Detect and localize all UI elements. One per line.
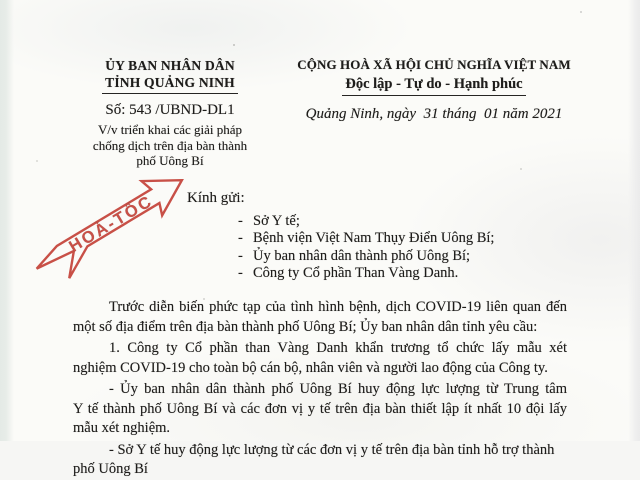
national-header-block [288,57,580,123]
hoa-toc-stamp-icon [24,162,194,286]
paper-speck [233,44,235,46]
bullet-dash: - [238,247,243,264]
bullet-dash: - [238,265,243,282]
national-title: CỘNG HOÀ XÃ HỘI CHỦ NGHĨA VIỆT NAM [297,57,571,72]
document-body [73,298,567,477]
paper-speck [580,11,582,13]
recipient-list [238,213,494,283]
recipient-text: Sở Y tế; [253,213,300,229]
body-paragraph: - Ủy ban nhân dân thành phố Uông Bí huy động lực lượng từ Trung tâm Y tế thành phố Uông Bí và các đơn vị y tế trên địa bàn thiết lập ít nhất 10 đội lấy mẫu xét nghiệm. [73,381,567,436]
body-paragraph: 1. Công ty Cổ phần than Vàng Danh khẩn trương tổ chức lấy mẫu xét nghiệm COVID-19 cho toàn bộ cán bộ, nhân viên và người lao động của Công ty. [73,340,567,376]
recipient-text: Bệnh viện Việt Nam Thụy Điển Uông Bí; [253,230,495,247]
issuing-org-block [80,57,260,169]
recipient-item [238,265,494,282]
recipient-text: Ủy ban nhân dân thành phố Uông Bí; [253,247,471,264]
place-dateline: Quảng Ninh, ngày 31 tháng 01 năm 2021 [305,106,563,122]
recipient-item [238,213,494,230]
clipped-line: - Sở Y tế huy động lực lượng từ các đơn vị y tế trên địa bàn tỉnh hỗ trợ thành phố Uông Bí [73,441,555,477]
recipient-item [238,230,494,247]
document-subject: V/v triển khai các giải pháp chống dịch trên địa bàn thành phố Uông Bí [92,122,248,168]
paper-speck [520,168,522,170]
bullet-dash: - [238,213,243,229]
scan-edge-left [0,0,14,441]
stamp-label: HOẢ-TỐC [66,191,157,256]
document-number: Số: 543 /UBND-DL1 [105,102,235,118]
recipient-item [238,248,494,265]
body-paragraph: Trước diễn biến phức tạp của tình hình bệnh, dịch COVID-19 liên quan đến một số địa điểm trên địa bàn thành phố Uông Bí; Ủy ban nhân dân tỉnh yêu cầu: [73,299,567,335]
salutation: Kính gửi: [187,190,245,206]
org-name-line1: ỦY BAN NHÂN DÂN [105,58,235,73]
national-motto: Độc lập - Tự do - Hạnh phúc [288,76,580,96]
recipient-text: Công ty Cổ phần Than Vàng Danh. [253,265,459,282]
bullet-dash: - [238,230,243,247]
org-name-line2: TỈNH QUẢNG NINH [80,74,260,94]
scan-edge-right [628,0,640,441]
